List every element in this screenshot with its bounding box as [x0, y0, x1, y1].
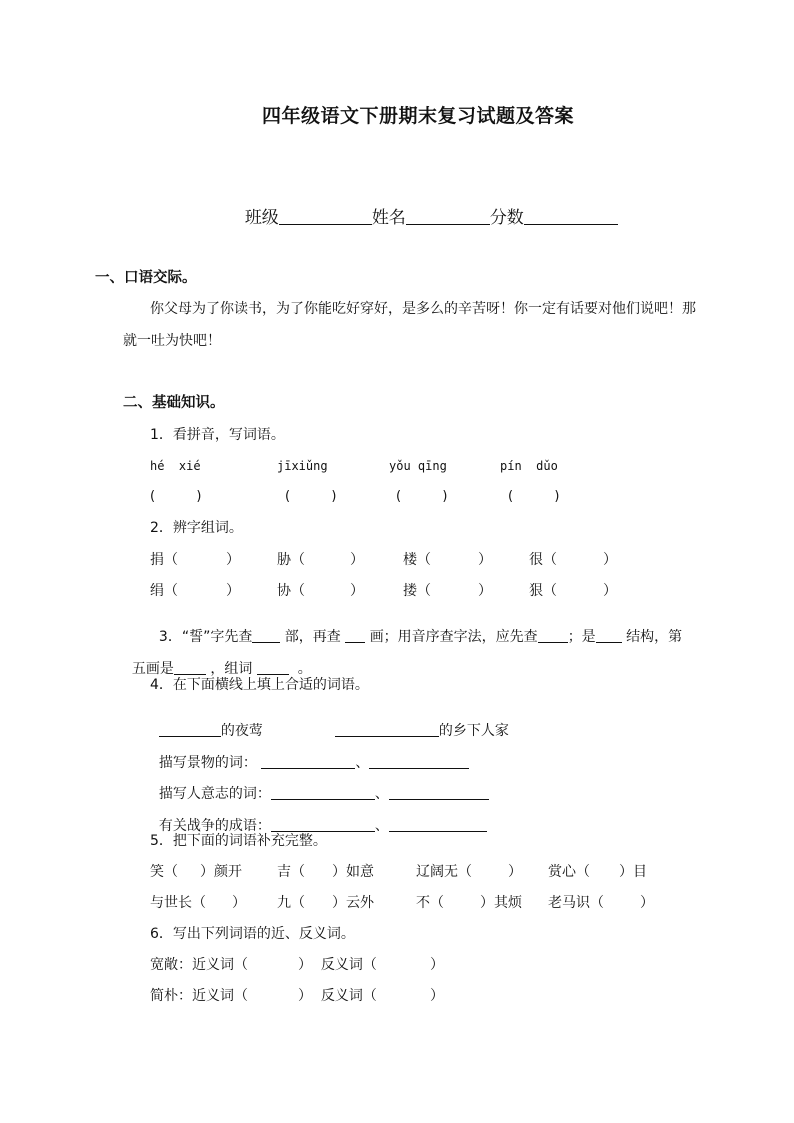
q2-row1-item-4: 很（	[529, 552, 557, 568]
q2-row1-close-3: ）	[478, 552, 492, 568]
q2-row2-close-1: ）	[226, 583, 240, 599]
q3-blank-fifth-stroke[interactable]	[174, 661, 206, 675]
q5-row1-2-pre: 吉（	[277, 864, 305, 880]
q2-row2-close-4: ）	[603, 583, 617, 599]
q4-war-label: 有关战争的成语：	[158, 818, 271, 834]
q2-row1-item-2: 胁（	[277, 552, 305, 568]
q5-row2-1-pre: 与世长（	[150, 895, 206, 911]
q5-prompt: 5．把下面的词语补充完整。	[150, 833, 327, 849]
q4-item-row	[150, 709, 263, 738]
q5-row1-1-pre: 笑（	[150, 864, 178, 880]
name-label: 姓名	[371, 208, 406, 228]
q4-sep-3: 、	[374, 818, 389, 834]
q3-blank-word[interactable]	[257, 661, 289, 675]
q1-pinyin-4: pín dǔo	[500, 459, 558, 473]
q1-pinyin-3: yǒu qīng	[389, 459, 447, 473]
q3-blank-letter[interactable]	[538, 629, 568, 643]
q4-will-row	[150, 772, 489, 801]
q5-row2-2-pre: 九（	[277, 895, 305, 911]
section-1-heading: 一、口语交际。	[95, 270, 197, 286]
q2-row1-close-1: ）	[226, 552, 240, 568]
q4-will-blank-1[interactable]	[271, 786, 375, 800]
q4-scenery-row	[150, 741, 469, 770]
q3-text-e: 结构，第	[626, 629, 683, 645]
q4-war-row	[150, 804, 487, 833]
q1-pinyin-2: jīxiǔng	[277, 459, 328, 473]
q5-row1-3-pre: 辽阔无（	[416, 864, 472, 880]
q6-row2-antonym: ） 反义词（	[298, 988, 377, 1004]
q5-row1-4-pre: 赏心（	[548, 864, 590, 880]
q4-war-blank-1[interactable]	[271, 818, 375, 832]
q5-row1-2-post: ）如意	[332, 864, 374, 880]
q3-blank-structure[interactable]	[596, 629, 622, 643]
q5-row2-4-post: ）	[640, 895, 654, 911]
section-1-paragraph-line-1: 你父母为了你读书，为了你能吃好穿好，是多么的辛苦呀！你一定有话要对他们说吧！那	[150, 301, 696, 317]
q4-blank-nightingale[interactable]	[159, 723, 221, 737]
q5-row2-2-post: ）云外	[332, 895, 374, 911]
q3-text-c: 画；用音序查字法，应先查	[369, 629, 538, 645]
q1-answer-bracket-2[interactable]: ( )	[285, 489, 337, 504]
q5-row1-4-post: ）目	[619, 864, 647, 880]
q4-sep-1: 、	[355, 755, 370, 771]
q6-row2-word: 简朴：近义词（	[150, 988, 248, 1004]
q5-row1-3-post: ）	[508, 864, 522, 880]
q2-row1-close-4: ）	[603, 552, 617, 568]
q2-row2-item-2: 协（	[277, 583, 305, 599]
q1-pinyin-1: hé xié	[150, 459, 201, 473]
q4-item-row-2	[326, 709, 509, 738]
page-title: 四年级语文下册期末复习试题及答案	[262, 105, 575, 127]
q3-text-d: ；是	[567, 629, 596, 645]
q4-will-label: 描写人意志的词：	[158, 786, 271, 802]
q4-item-2: 的乡下人家	[438, 723, 509, 739]
q6-row2-close: ）	[430, 988, 444, 1004]
q2-row2-item-4: 狠（	[529, 583, 557, 599]
q5-row1-1-post: ）颜开	[200, 864, 242, 880]
q3-text-a: 3．“誓”字先查	[158, 629, 253, 645]
q3-text-f: 五画是	[131, 661, 174, 677]
q1-answer-bracket-1[interactable]: ( )	[150, 489, 202, 504]
q2-row1-item-1: 捐（	[150, 552, 178, 568]
q5-row2-3-pre: 不（	[416, 895, 444, 911]
q4-scenery-label: 描写景物的词：	[158, 755, 257, 771]
q2-prompt: 2．辨字组词。	[150, 520, 243, 536]
q1-answer-bracket-3[interactable]: ( )	[396, 489, 448, 504]
section-1-paragraph-line-2: 就一吐为快吧！	[123, 333, 221, 349]
q1-prompt: 1．看拼音，写词语。	[150, 427, 285, 443]
q3-text-g: ，组词	[210, 661, 253, 677]
q6-row1-close: ）	[430, 957, 444, 973]
q4-war-blank-2[interactable]	[389, 818, 487, 832]
q3-line-2	[123, 647, 312, 676]
q2-row2-item-1: 绢（	[150, 583, 178, 599]
class-label: 班级	[244, 208, 279, 228]
q2-row2-item-3: 搂（	[403, 583, 431, 599]
q4-item-1: 的夜莺	[220, 723, 263, 739]
name-blank[interactable]	[406, 208, 490, 225]
q3-text-h: 。	[297, 661, 312, 677]
q4-sep-2: 、	[374, 786, 389, 802]
class-blank[interactable]	[279, 208, 372, 225]
q4-will-blank-2[interactable]	[389, 786, 489, 800]
q5-row2-4-pre: 老马识（	[548, 895, 604, 911]
student-info-line	[234, 191, 618, 227]
q6-row1-antonym: ） 反义词（	[298, 957, 377, 973]
q3-text-b: 部，再查	[284, 629, 341, 645]
q4-scenery-blank-1[interactable]	[261, 755, 355, 769]
q2-row1-item-3: 楼（	[403, 552, 431, 568]
q3-line-1	[150, 615, 682, 644]
score-blank[interactable]	[524, 208, 618, 225]
q6-row1-word: 宽敞：近义词（	[150, 957, 248, 973]
q3-blank-strokes[interactable]	[345, 629, 365, 643]
q6-prompt: 6．写出下列词语的近、反义词。	[150, 926, 355, 942]
section-2-heading: 二、基础知识。	[123, 395, 225, 411]
q3-blank-radical[interactable]	[252, 629, 280, 643]
q5-row2-3-post: ）其烦	[480, 895, 522, 911]
score-label: 分数	[489, 208, 524, 228]
q4-scenery-blank-2[interactable]	[369, 755, 469, 769]
q2-row2-close-3: ）	[478, 583, 492, 599]
q5-row2-1-post: ）	[232, 895, 246, 911]
q4-prompt: 4．在下面横线上填上合适的词语。	[150, 677, 369, 693]
q2-row2-close-2: ）	[350, 583, 364, 599]
q1-answer-bracket-4[interactable]: ( )	[508, 489, 560, 504]
q4-blank-village[interactable]	[335, 723, 439, 737]
q2-row1-close-2: ）	[350, 552, 364, 568]
